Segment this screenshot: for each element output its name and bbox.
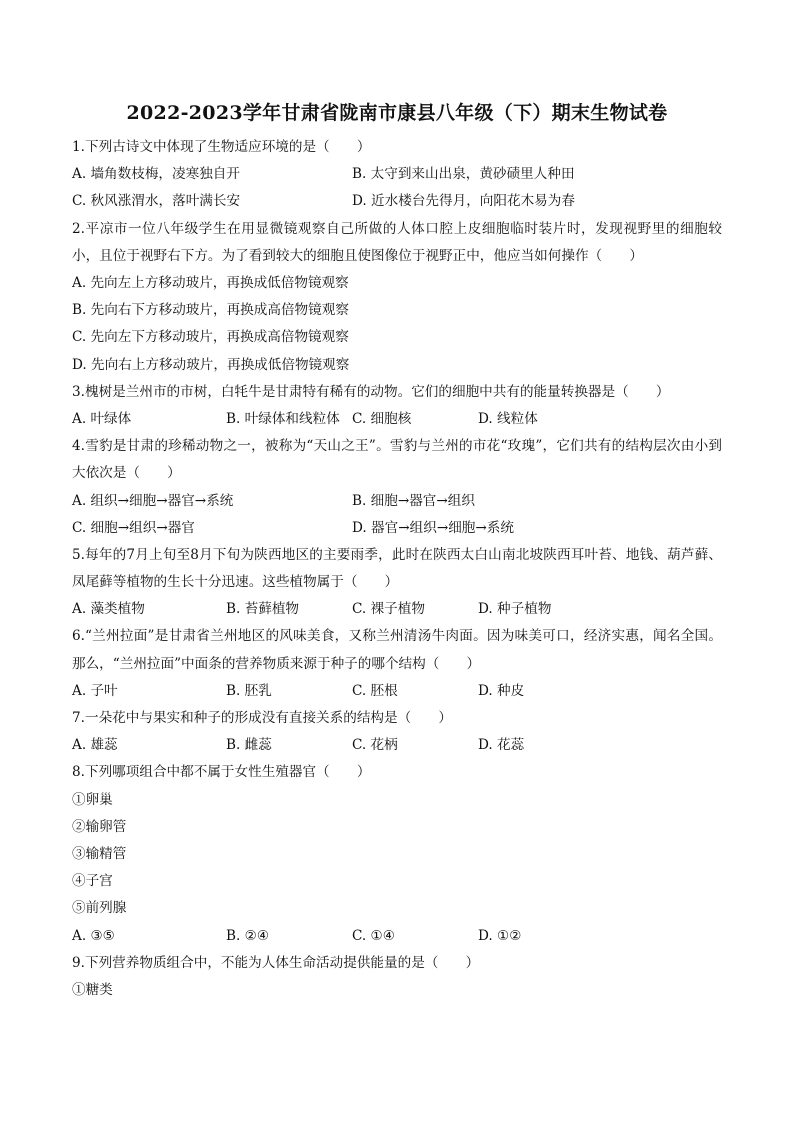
question-stem: 5.每年的7月上旬至8月下旬为陕西地区的主要雨季，此时在陕西太白山南北坡陕西耳叶苔、地钱、葫芦藓、凤尾藓等植物的生长十分迅速。这些植物属于（ ）: [72, 546, 722, 591]
option-row: [72, 406, 722, 433]
option-a[interactable]: A. 先向左上方移动玻片，再换成低倍物镜观察: [72, 274, 349, 291]
option-a[interactable]: A. 子叶: [72, 682, 118, 699]
option-c[interactable]: C. 先向左下方移动玻片，再换成高倍物镜观察: [72, 329, 349, 346]
option-a[interactable]: A. ③⑤: [72, 927, 115, 944]
page-title: 2022-2023学年甘肃省陇南市康县八年级（下）期末生物试卷: [126, 102, 668, 124]
option-row: [72, 515, 722, 542]
option-d[interactable]: D. 近水楼台先得月，向阳花木易为春: [352, 193, 575, 210]
option-b[interactable]: B. 苔藓植物: [226, 601, 300, 618]
option-row: [72, 596, 722, 623]
option-b[interactable]: B. 太守到来山出泉，黄砂碛里人种田: [352, 166, 575, 183]
option-b[interactable]: B. 胚乳: [226, 682, 272, 699]
option-b[interactable]: B. ②④: [226, 927, 270, 944]
option-row: [72, 188, 722, 215]
option-c[interactable]: C. ①④: [352, 927, 395, 944]
option-c[interactable]: C. 秋风涨渭水，落叶满长安: [72, 193, 241, 210]
question-stem: 8.下列哪项组合中都不属于女性生殖器官（ ）: [72, 764, 371, 781]
option-b[interactable]: B. 雌蕊: [226, 737, 272, 754]
option-d[interactable]: D. 种子植物: [478, 601, 552, 618]
question-stem: 7.一朵花中与果实和种子的形成没有直接关系的结构是（ ）: [72, 710, 452, 727]
option-row: [72, 161, 722, 188]
option-b[interactable]: B. 叶绿体和线粒体: [226, 410, 340, 427]
option-d[interactable]: D. 器官→组织→细胞→系统: [352, 519, 514, 536]
question-stem: 1.下列古诗文中体现了生物适应环境的是（ ）: [72, 139, 371, 155]
option-c[interactable]: C. 裸子植物: [352, 601, 425, 618]
option-d[interactable]: D. 先向右上方移动玻片，再换成低倍物镜观察: [72, 356, 350, 373]
option-a[interactable]: A. 墙角数枝梅，凌寒独自开: [72, 166, 240, 183]
list-item: ①卵巢: [72, 791, 113, 808]
option-c[interactable]: C. 胚根: [352, 682, 398, 699]
option-c[interactable]: C. 细胞→组织→器官: [72, 519, 195, 536]
option-row: [72, 488, 722, 515]
question-stem: 9.下列营养物质组合中，不能为人体生命活动提供能量的是（ ）: [72, 954, 480, 971]
question-stem: 4.雪豹是甘肃的珍稀动物之一，被称为“天山之王”。雪豹与兰州的市花“玫瑰”，它们共有的结构层次由小到大依次是（ ）: [72, 438, 722, 482]
option-c[interactable]: C. 花柄: [352, 737, 398, 754]
question-list: [72, 134, 722, 1004]
option-c[interactable]: C. 细胞核: [352, 410, 412, 427]
list-item: ③输精管: [72, 846, 127, 862]
option-a[interactable]: A. 藻类植物: [72, 601, 145, 618]
option-row: [72, 923, 722, 950]
question-stem: 6.“兰州拉面”是甘肃省兰州地区的风味美食，又称兰州清汤牛肉面。因为味美可口，经济实惠，闻名全国。那么，“兰州拉面”中面条的营养物质来源于种子的哪个结构（ ）: [72, 628, 722, 672]
option-d[interactable]: D. 花蕊: [478, 737, 525, 754]
option-b[interactable]: B. 先向右下方移动玻片，再换成高倍物镜观察: [72, 302, 349, 319]
option-d[interactable]: D. 种皮: [478, 682, 525, 699]
option-a[interactable]: A. 雄蕊: [72, 737, 118, 754]
question-stem: 3.槐树是兰州市的市树，白牦牛是甘肃特有稀有的动物。它们的细胞中共有的能量转换器是（ ）: [72, 383, 670, 400]
option-row: [72, 732, 722, 759]
option-a[interactable]: A. 叶绿体: [72, 410, 132, 427]
option-d[interactable]: D. 线粒体: [478, 410, 538, 427]
option-d[interactable]: D. ①②: [478, 927, 522, 944]
list-item: ②输卵管: [72, 818, 127, 835]
list-item: ④子宫: [72, 873, 113, 890]
option-a[interactable]: A. 组织→细胞→器官→系统: [72, 492, 234, 509]
question-stem: 2.平凉市一位八年级学生在用显微镜观察自己所做的人体口腔上皮细胞临时装片时，发现视野里的细胞较小，且位于视野右下方。为了看到较大的细胞且使图像位于视野正中，他应当如何操作（ ）: [72, 220, 722, 264]
list-item: ①糖类: [72, 981, 113, 998]
option-b[interactable]: B. 细胞→器官→组织: [352, 492, 475, 509]
list-item: ⑤前列腺: [72, 900, 127, 917]
option-row: [72, 678, 722, 705]
